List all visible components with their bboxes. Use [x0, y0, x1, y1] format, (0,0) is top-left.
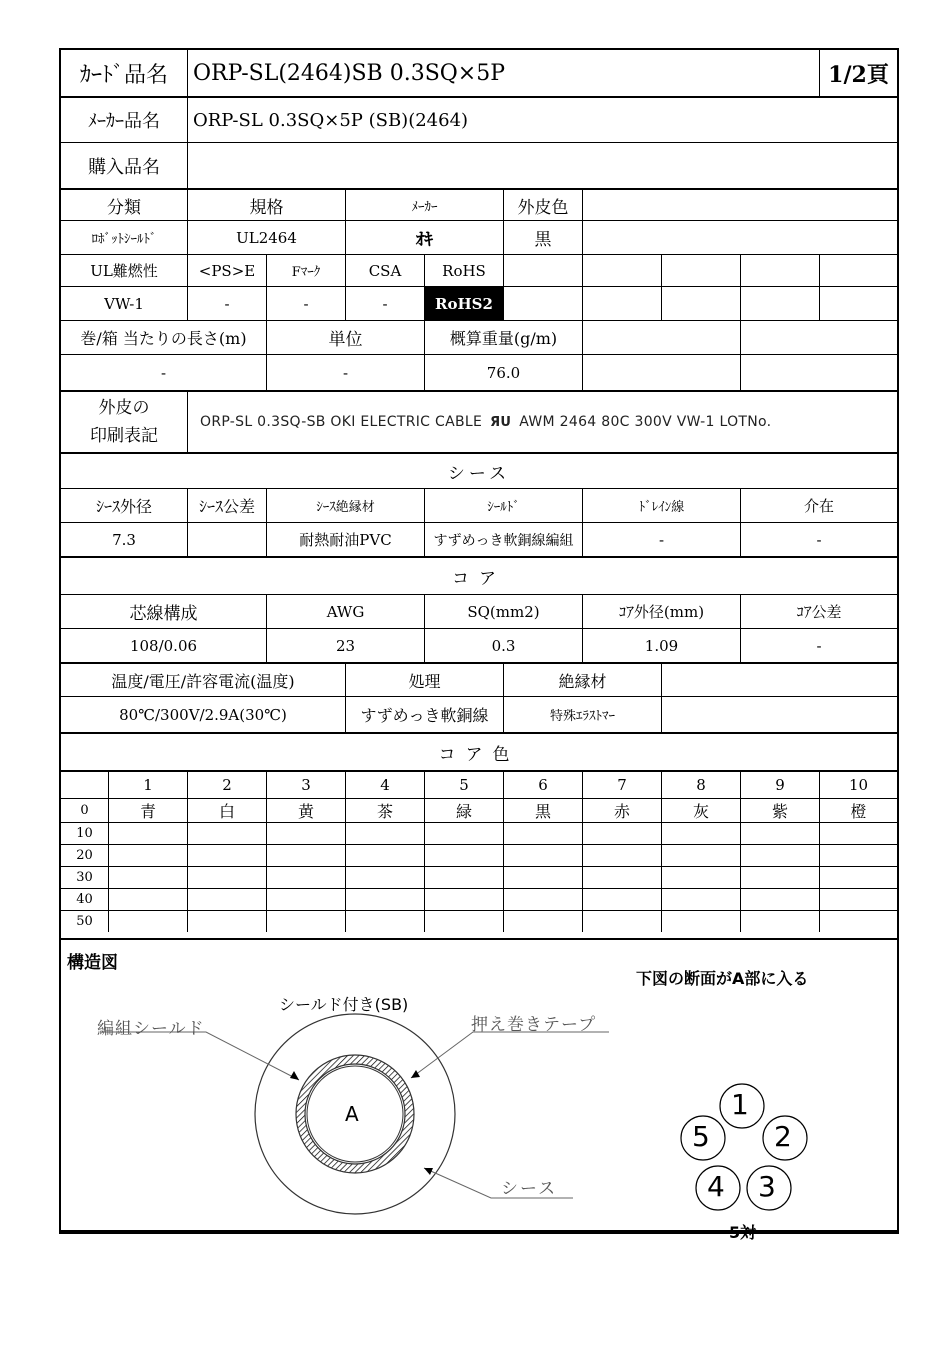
cert-empty [662, 255, 741, 286]
purchase-name-value [188, 143, 897, 188]
color-cell [109, 911, 188, 932]
sheath-title: シース [447, 463, 511, 484]
color-cell [504, 845, 583, 866]
length-empty [583, 321, 741, 354]
cert-value: - [188, 287, 267, 320]
spec-value-row [61, 220, 897, 254]
core-header: SQ(mm2) [425, 595, 583, 628]
cert-empty [820, 287, 897, 320]
temp-header: 温度/電圧/許容電流(温度) [61, 664, 346, 696]
core-header: ｺｱ外径(mm) [583, 595, 741, 628]
length-header: 巻/箱 当たりの長さ(m) [61, 321, 267, 354]
spec-value: ｵｷ [346, 221, 504, 254]
color-title-row [61, 732, 897, 770]
temp-value: 80℃/300V/2.9A(30℃) [61, 697, 346, 732]
core-value: 0.3 [425, 629, 583, 662]
print-label-line2: 印刷表記 [90, 426, 158, 446]
core-value: 1.09 [583, 629, 741, 662]
color-cell [188, 889, 267, 910]
spec-header: 規格 [188, 190, 346, 220]
color-cell [188, 911, 267, 932]
color-cell [267, 889, 346, 910]
core-value-row [61, 628, 897, 662]
pair-number: 4 [707, 1170, 725, 1203]
cert-header: <PS>E [188, 255, 267, 286]
spec-value: UL2464 [188, 221, 346, 254]
color-row [61, 866, 897, 888]
color-cell [662, 845, 741, 866]
core-value: 108/0.06 [61, 629, 267, 662]
temp-value: 特殊ｴﾗｽﾄﾏｰ [504, 697, 662, 732]
color-cell [820, 823, 897, 844]
sheath-value [188, 523, 267, 556]
color-cell [267, 867, 346, 888]
core-header: 芯線構成 [61, 595, 267, 628]
cert-header-row [61, 254, 897, 286]
color-cell: 白 [188, 799, 267, 822]
print-row [61, 390, 897, 452]
color-cell [425, 911, 504, 932]
pair-count: 5対 [729, 1223, 757, 1242]
color-cell [188, 845, 267, 866]
length-value: - [267, 355, 425, 390]
color-cell [820, 867, 897, 888]
color-cell [741, 823, 820, 844]
maker-name-label: ﾒｰｶｰ品名 [61, 98, 188, 142]
color-cell [346, 889, 425, 910]
sheath-label: シース [501, 1179, 558, 1199]
color-cell [583, 867, 662, 888]
tape-label: 押え巻きテープ [471, 1015, 597, 1035]
color-cell [346, 911, 425, 932]
color-cell [504, 889, 583, 910]
spec-header: 外皮色 [504, 190, 583, 220]
color-cell [504, 823, 583, 844]
color-row-label: 40 [61, 889, 109, 910]
spec-header-empty [583, 190, 897, 220]
color-cell [109, 823, 188, 844]
cert-empty [820, 255, 897, 286]
core-header: AWG [267, 595, 425, 628]
color-cell [109, 845, 188, 866]
sheath-header: ｼｰｽ絶縁材 [267, 489, 425, 522]
spec-value: 黒 [504, 221, 583, 254]
color-cell [741, 889, 820, 910]
length-value: 76.0 [425, 355, 583, 390]
print-text-after: AWM 2464 80C 300V VW-1 LOTNo. [519, 414, 772, 430]
cert-value: - [346, 287, 425, 320]
maker-name-row [61, 96, 897, 142]
color-cell [188, 867, 267, 888]
color-row [61, 798, 897, 822]
sheath-value-row [61, 522, 897, 556]
temp-value-row [61, 696, 897, 732]
color-row-label: 30 [61, 867, 109, 888]
color-cell [188, 823, 267, 844]
temp-header: 処理 [346, 664, 504, 696]
length-header: 単位 [267, 321, 425, 354]
color-cell: 紫 [741, 799, 820, 822]
section-note: 下図の断面がA部に入る [636, 969, 809, 988]
color-cell: 緑 [425, 799, 504, 822]
page-number: 1/2頁 [828, 61, 889, 88]
core-header: ｺｱ公差 [796, 603, 842, 621]
spec-value-empty [583, 221, 897, 254]
sheath-value: - [583, 523, 741, 556]
length-header: 概算重量(g/m) [425, 321, 583, 354]
core-value: - [816, 636, 822, 655]
color-row-label: 20 [61, 845, 109, 866]
cert-empty [504, 287, 583, 320]
color-row-label: 0 [61, 799, 109, 822]
pair-number: 1 [731, 1088, 749, 1121]
spec-header: ﾒｰｶｰ [346, 190, 504, 220]
pair-number: 5 [692, 1120, 710, 1153]
sheath-header: 介在 [803, 497, 834, 515]
cert-value: - [267, 287, 346, 320]
color-cell [504, 911, 583, 932]
cert-value-row [61, 286, 897, 320]
cert-header: UL難燃性 [61, 255, 188, 286]
cert-header: CSA [346, 255, 425, 286]
length-empty [741, 355, 897, 390]
color-cell [425, 889, 504, 910]
print-label [61, 392, 188, 452]
color-cell [820, 889, 897, 910]
color-cell [504, 867, 583, 888]
ul-recognized-icon: ЯU [490, 414, 512, 430]
color-cell [425, 823, 504, 844]
color-cell: 赤 [583, 799, 662, 822]
print-text-before: ORP-SL 0.3SQ-SB OKI ELECTRIC CABLE [200, 414, 483, 430]
cert-header: Fﾏｰｸ [267, 255, 346, 286]
sheath-header: ｼｰｽ外径 [61, 489, 188, 522]
length-header-row [61, 320, 897, 354]
pair-number: 2 [774, 1120, 792, 1153]
purchase-name-row [61, 142, 897, 188]
sheath-value: 7.3 [61, 523, 188, 556]
card-name-label: ｶｰﾄﾞ品名 [61, 50, 188, 96]
color-cell [425, 845, 504, 866]
color-column-header: 2 [188, 772, 267, 798]
core-title-row [61, 556, 897, 594]
card-name-value: ORP-SL(2464)SB 0.3SQ×5P [188, 50, 820, 96]
cert-empty [504, 255, 583, 286]
color-title: コア色 [438, 744, 520, 765]
spec-sheet [59, 48, 899, 1242]
color-cell: 灰 [662, 799, 741, 822]
core-label: A [345, 1102, 359, 1126]
length-empty [741, 321, 897, 354]
temp-value: すずめっき軟銅線 [346, 697, 504, 732]
sheath-value: 耐熱耐油PVC [267, 523, 425, 556]
color-cell [741, 867, 820, 888]
color-cell [346, 845, 425, 866]
color-column-header: 8 [662, 772, 741, 798]
color-cell [583, 911, 662, 932]
color-cell [583, 845, 662, 866]
cert-header: RoHS [425, 255, 504, 286]
color-cell [346, 823, 425, 844]
length-empty [583, 355, 741, 390]
color-cell [820, 911, 897, 932]
color-cell: 黄 [267, 799, 346, 822]
sheath-value: - [816, 530, 822, 549]
cert-empty [583, 255, 662, 286]
structure-diagram [61, 938, 897, 1242]
temp-header-row [61, 662, 897, 696]
color-cell [741, 845, 820, 866]
color-cell [662, 867, 741, 888]
color-column-header: 7 [583, 772, 662, 798]
core-title: コア [452, 568, 506, 589]
purchase-name-label: 購入品名 [61, 143, 188, 188]
color-column-header: 4 [346, 772, 425, 798]
cert-empty [662, 287, 741, 320]
color-column-header: 10 [848, 776, 869, 794]
sheath-value: すずめっき軟銅線編組 [425, 523, 583, 556]
color-cell [583, 889, 662, 910]
color-cell [583, 823, 662, 844]
color-corner [61, 772, 109, 798]
color-row [61, 888, 897, 910]
color-cell: 茶 [346, 799, 425, 822]
rohs-badge: RoHS2 [425, 287, 504, 320]
sheath-header: ﾄﾞﾚｲﾝ線 [583, 489, 741, 522]
color-cell [425, 867, 504, 888]
print-label-line1: 外皮の [98, 398, 150, 418]
maker-name-value: ORP-SL 0.3SQ×5P (SB)(2464) [193, 109, 469, 131]
structure-title: 構造図 [67, 953, 118, 973]
color-cell [662, 911, 741, 932]
card-name-row [61, 50, 897, 96]
spec-value: ﾛﾎﾞｯﾄｼｰﾙﾄﾞ [61, 221, 188, 254]
color-column-row [61, 770, 897, 798]
print-text [188, 392, 897, 452]
cert-value: VW-1 [61, 287, 188, 320]
spec-header-row [61, 188, 897, 220]
color-cell: 黒 [504, 799, 583, 822]
color-cell [662, 823, 741, 844]
color-column-header: 6 [504, 772, 583, 798]
sheath-title-row [61, 452, 897, 488]
color-row-label: 10 [61, 823, 109, 844]
color-column-header: 5 [425, 772, 504, 798]
color-cell [662, 889, 741, 910]
length-value: - [61, 355, 267, 390]
color-column-header: 9 [741, 772, 820, 798]
color-column-header: 3 [267, 772, 346, 798]
color-cell [109, 889, 188, 910]
color-cell [109, 867, 188, 888]
cert-empty [583, 287, 662, 320]
color-cell [267, 911, 346, 932]
braid-label: 編組シールド [97, 1019, 205, 1039]
core-value: 23 [267, 629, 425, 662]
color-row [61, 822, 897, 844]
sheath-header-row [61, 488, 897, 522]
core-header-row [61, 594, 897, 628]
sheath-header: ｼｰｽ公差 [188, 489, 267, 522]
color-column-header: 1 [109, 772, 188, 798]
color-cell [741, 911, 820, 932]
color-cell [267, 823, 346, 844]
color-row-label: 50 [61, 911, 109, 932]
length-value-row [61, 354, 897, 390]
color-cell [267, 845, 346, 866]
sheath-header: ｼｰﾙﾄﾞ [425, 489, 583, 522]
shield-label: シールド付き(SB) [279, 995, 409, 1014]
color-cell [346, 867, 425, 888]
temp-empty [662, 664, 897, 696]
cert-empty [741, 255, 820, 286]
color-row [61, 910, 897, 932]
cert-empty [741, 287, 820, 320]
spec-header: 分類 [61, 190, 188, 220]
color-cell [820, 845, 897, 866]
temp-header: 絶縁材 [504, 664, 662, 696]
color-cell: 青 [109, 799, 188, 822]
color-row [61, 844, 897, 866]
color-cell: 橙 [850, 802, 867, 821]
temp-empty [662, 697, 897, 732]
pair-number: 3 [758, 1170, 776, 1203]
